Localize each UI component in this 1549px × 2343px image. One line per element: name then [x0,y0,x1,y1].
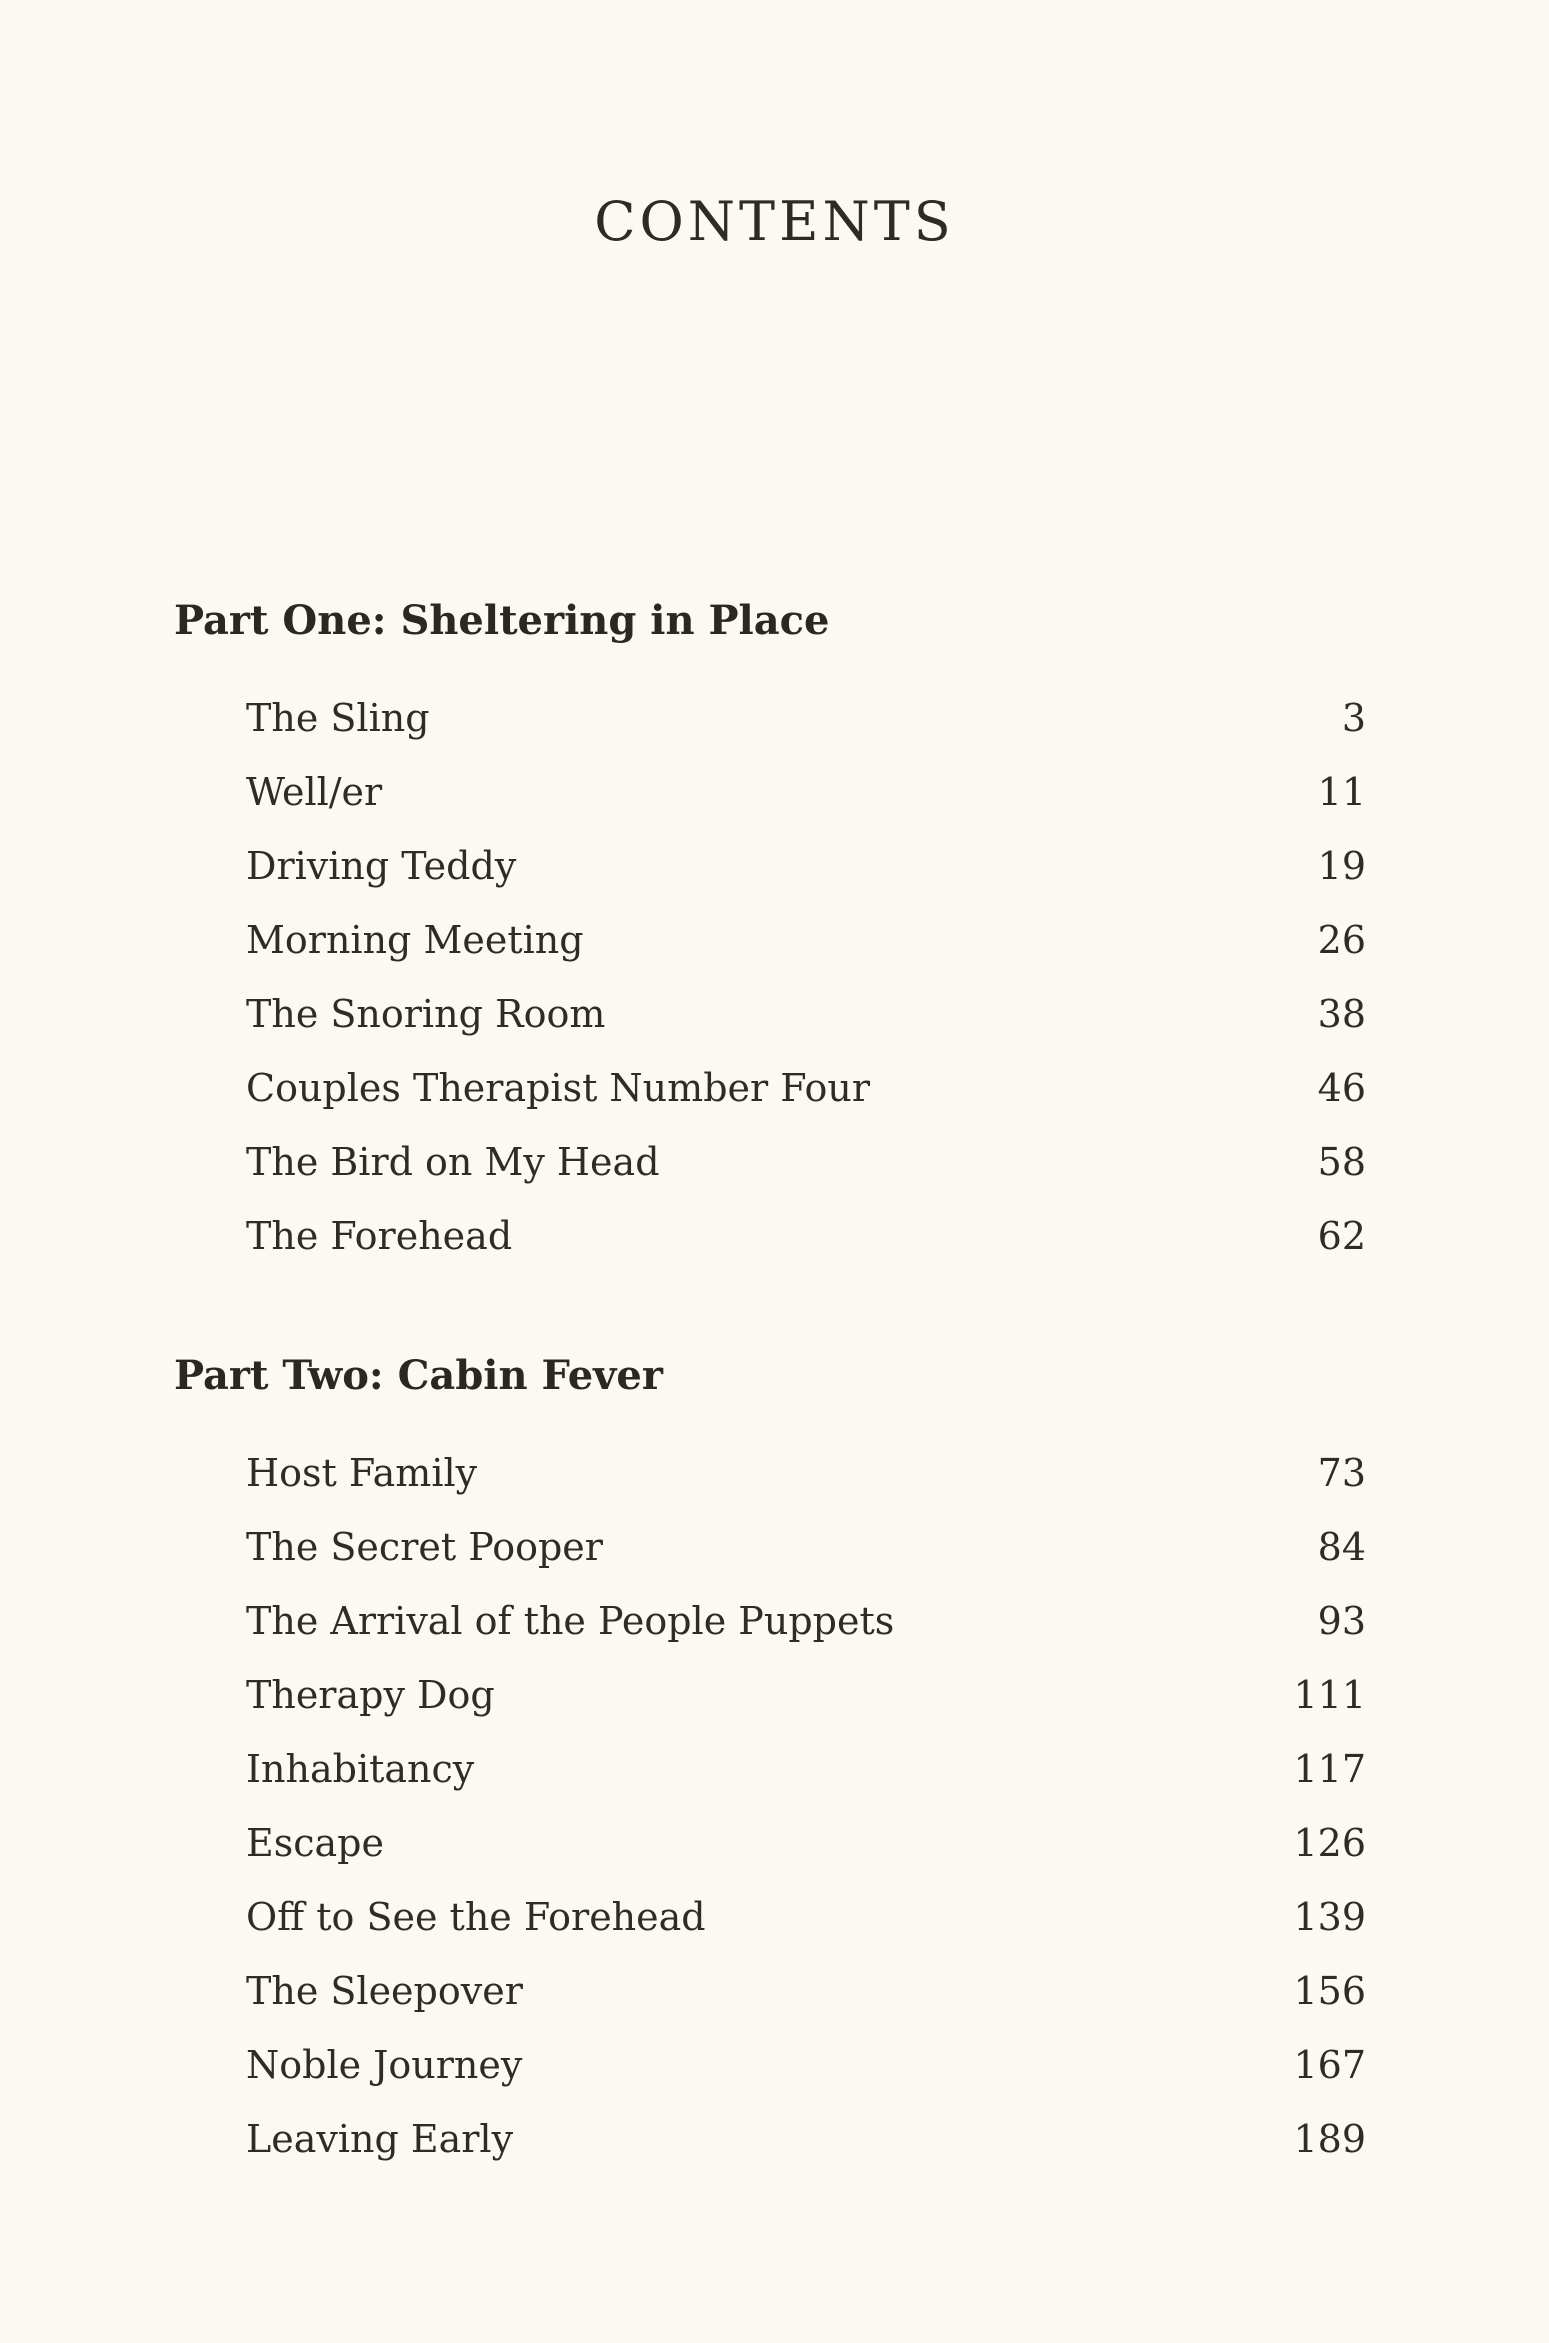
chapter-entry [174,681,1366,755]
part-one-section [174,585,1374,1273]
chapter-title: Leaving Early [246,2117,514,2161]
chapter-entry [174,1584,1366,1658]
part-heading: Part Two: Cabin Fever [174,1352,663,1399]
chapter-list [174,1436,1366,2176]
chapter-entry [174,1732,1366,1806]
chapter-page-number: 167 [1293,2043,1366,2087]
chapter-page-number: 38 [1317,992,1366,1036]
chapter-entry [174,1954,1366,2028]
chapter-title: The Sling [246,696,430,740]
page-title: CONTENTS [594,190,955,253]
chapter-title: Well/er [246,770,383,814]
chapter-page-number: 189 [1293,2117,1366,2161]
chapter-page-number: 26 [1317,918,1366,962]
chapter-page-number: 139 [1293,1895,1366,1939]
chapter-list [174,681,1366,1273]
chapter-page-number: 84 [1317,1525,1366,1569]
chapter-entry [174,977,1366,1051]
chapter-title: Couples Therapist Number Four [246,1066,871,1110]
chapter-page-number: 156 [1293,1969,1366,2013]
chapter-entry [174,1880,1366,1954]
chapter-page-number: 19 [1317,844,1366,888]
chapter-title: Host Family [246,1451,478,1495]
chapter-page-number: 46 [1317,1066,1366,1110]
chapter-entry [174,829,1366,903]
chapter-entry [174,2102,1366,2176]
chapter-page-number: 93 [1317,1599,1366,1643]
chapter-title: Driving Teddy [246,844,517,888]
chapter-title: The Secret Pooper [246,1525,603,1569]
chapter-title: The Forehead [246,1214,513,1258]
part-heading: Part One: Sheltering in Place [174,597,830,644]
chapter-page-number: 111 [1293,1673,1366,1717]
chapter-page-number: 62 [1317,1214,1366,1258]
chapter-page-number: 58 [1317,1140,1366,1184]
chapter-entry [174,1806,1366,1880]
chapter-title: Noble Journey [246,2043,523,2087]
chapter-title: Therapy Dog [246,1673,495,1717]
chapter-title: The Snoring Room [246,992,606,1036]
chapter-entry [174,1199,1366,1273]
chapter-entry [174,1051,1366,1125]
chapter-title: The Bird on My Head [246,1140,660,1184]
chapter-page-number: 117 [1293,1747,1366,1791]
chapter-entry [174,1436,1366,1510]
chapter-page-number: 126 [1293,1821,1366,1865]
chapter-entry [174,1125,1366,1199]
chapter-title: Escape [246,1821,384,1865]
chapter-entry [174,1658,1366,1732]
chapter-entry [174,2028,1366,2102]
chapter-page-number: 11 [1317,770,1366,814]
chapter-entry [174,903,1366,977]
chapter-entry [174,1510,1366,1584]
part-two-section [174,1340,1374,2176]
chapter-page-number: 73 [1317,1451,1366,1495]
chapter-title: The Arrival of the People Puppets [246,1599,895,1643]
chapter-title: The Sleepover [246,1969,523,2013]
chapter-entry [174,755,1366,829]
chapter-title: Inhabitancy [246,1747,475,1791]
chapter-title: Morning Meeting [246,918,584,962]
chapter-title: Off to See the Forehead [246,1895,706,1939]
chapter-page-number: 3 [1341,696,1366,740]
